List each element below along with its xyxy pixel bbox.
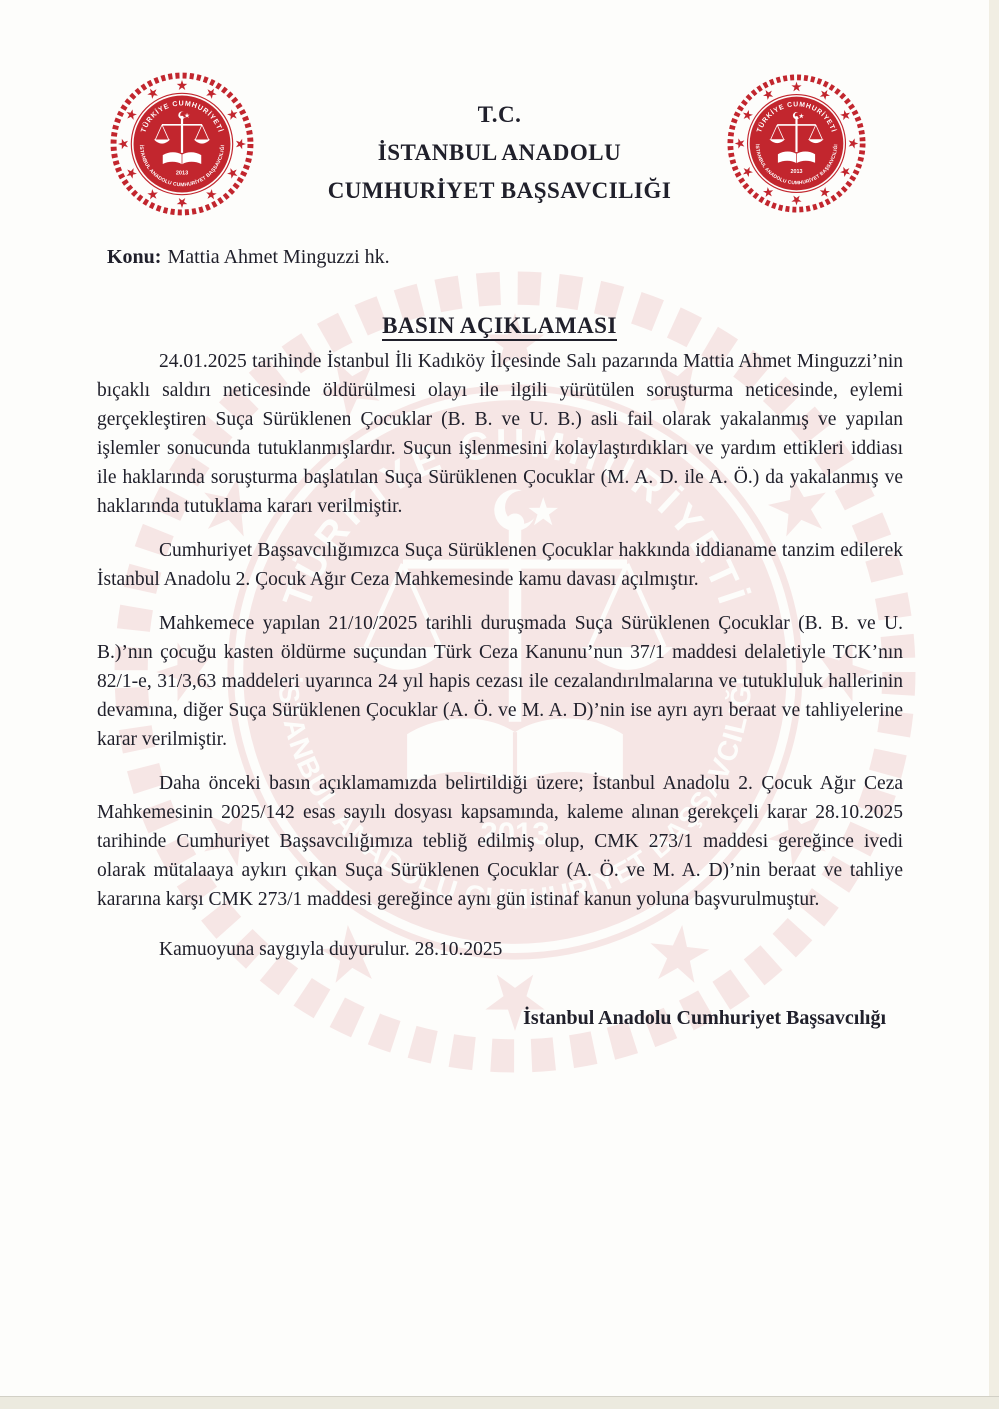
paragraph-2: Cumhuriyet Başsavcılığımızca Suça Sürüklenen Çocuklar hakkında iddianame tanzim edilerek İstanbul Anadolu 2. Çocuk Ağır Ceza Mahkemesinde kamu davası açılmıştır. xyxy=(97,540,903,590)
subject-label: Konu: xyxy=(107,246,162,268)
paragraph-1: 24.01.2025 tarihinde İstanbul İli Kadıköy İlçesinde Salı pazarında Mattia Ahmet Minguzzi’nin bıçaklı saldırı neticesinde öldürülmesi olayı ile ilgili yürütülen soruşturma neticesinde, eylemi gerçekleştiren Suça Sürüklenen Çocuklar (B. B. ve U. B.) asli fail olarak yakalanmış ve yapılan işlemler sonucunda tutuklanmışlardır. Suçun işlenmesini kolaylaştırdıkları ve yardım ettikleri iddiası ile haklarında soruşturma başlatılan Suça Sürüklenen Çocuklar (M. A. D. ile A. Ö.) da yakalanmış ve haklarında tutuklama kararı verilmiştir. xyxy=(97,351,903,517)
letterhead xyxy=(0,96,999,210)
scan-edge-right xyxy=(989,0,999,1409)
press-release-title-wrap xyxy=(0,313,999,339)
subject-line xyxy=(107,246,390,269)
letterhead-office-line1: İSTANBUL ANADOLU xyxy=(377,140,622,165)
paragraph-4: Daha önceki basın açıklamamızda belirtildiği üzere; İstanbul Anadolu 2. Çocuk Ağır Ceza Mahkemesinin 2025/142 esas sayılı dosyası kapsamında, kaleme alınan gerekçeli karar 28.10.2025 tarihinde Cumhuriyet Başsavcılığımıza tebliğ edilmiş olup, CMK 273/1 maddesi gereğince ivedi olarak mütalaaya aykırı çıkan Suça Sürüklenen Çocuklar (A. Ö. ve M. A. D)’nin beraat ve tahliye kararına karşı CMK 273/1 maddesi gereğince aynı gün istinaf kanun yoluna başvurulmuştur. xyxy=(97,773,903,910)
press-release-title: BASIN AÇIKLAMASI xyxy=(382,313,617,341)
letterhead-office-line2: CUMHURİYET BAŞSAVCILIĞI xyxy=(327,178,672,203)
subject-value: Mattia Ahmet Minguzzi hk. xyxy=(167,246,390,268)
closing-line: Kamuoyuna saygıyla duyurulur. 28.10.2025 xyxy=(159,939,503,960)
paragraph-3: Mahkemece yapılan 21/10/2025 tarihli duruşmada Suça Sürüklenen Çocuklar (B. B. ve U. B.)’nın çocuğu kasten öldürme suçundan Türk Ceza Kanunu’nun 37/1 maddesi delaletiyle TCK’nın 82/1-e, 31/3,63 maddeleri uyarınca 24 yıl hapis cezası ile cezalandırılmalarına ve tutukluluk hallerinin devamına, diğer Suça Sürüklenen Çocuklar (A. Ö. ve M. A. D)’nin ise ayrı ayrı beraat ve tahliyelerine karar verilmiştir. xyxy=(97,613,903,750)
signature: İstanbul Anadolu Cumhuriyet Başsavcılığı xyxy=(523,1007,886,1029)
letterhead-republic: T.C. xyxy=(477,102,522,127)
scan-edge-bottom xyxy=(0,1396,999,1409)
press-release-body xyxy=(97,347,903,1033)
